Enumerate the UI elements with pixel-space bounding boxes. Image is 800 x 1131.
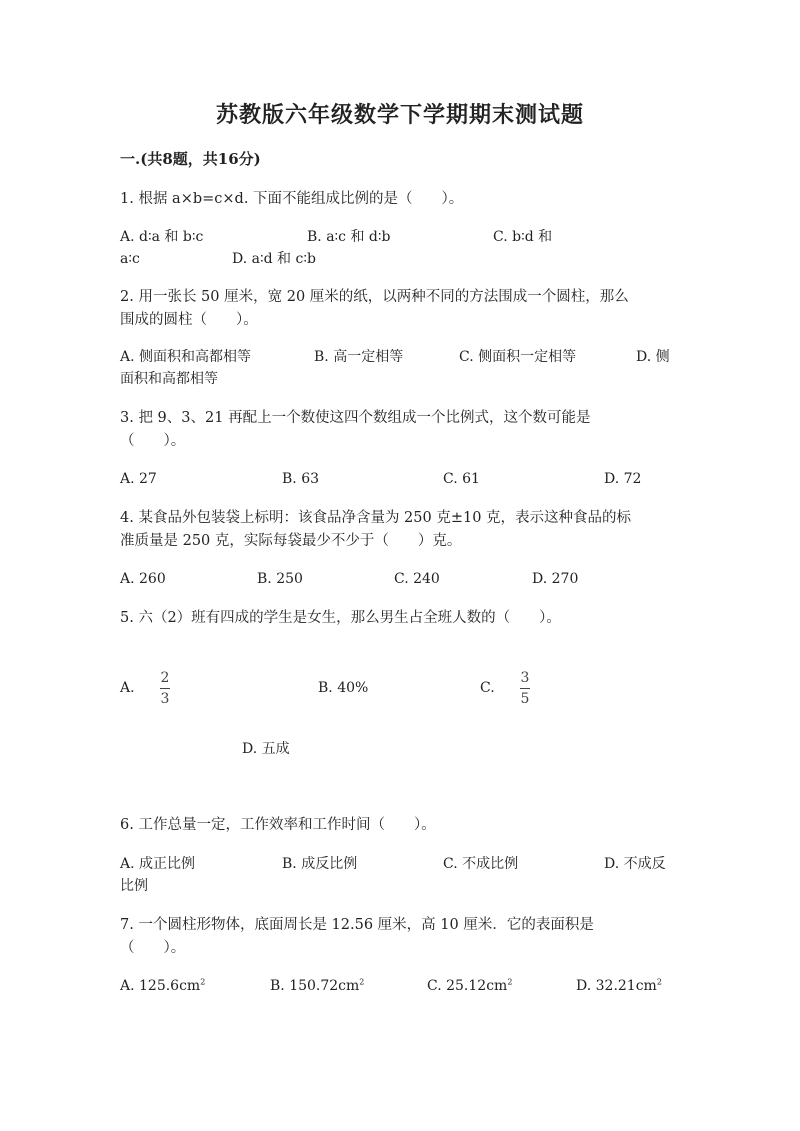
square-unit-superscript: 2: [507, 977, 513, 987]
fraction-c-bar: [520, 688, 530, 689]
question-6-option-d-cont: 比例: [120, 878, 148, 894]
question-6-text: 6. 工作总量一定，工作效率和工作时间（ ）。: [120, 817, 436, 833]
question-1-text: 1. 根据 a×b=c×d. 下面不能组成比例的是（ ）。: [120, 191, 464, 207]
question-2-text-line2: 围成的圆柱（ ）。: [120, 312, 258, 328]
section-heading: 一.(共8题，共16分): [120, 150, 261, 168]
question-5-option-c: C.: [480, 680, 495, 696]
square-unit-superscript: 2: [200, 977, 206, 987]
question-7-option-c: [427, 975, 512, 997]
question-7-text-line1: 7. 一个圆柱形物体，底面周长是 12.56 厘米，高 10 厘米．它的表面积是: [120, 917, 594, 933]
question-1-option-c: C. b∶d 和: [493, 229, 553, 245]
question-3-text-line1: 3. 把 9、3、21 再配上一个数使这四个数组成一个比例式，这个数可能是: [120, 410, 591, 426]
page-title: 苏教版六年级数学下学期期末测试题: [215, 102, 584, 128]
question-5-text: 5. 六（2）班有四成的学生是女生，那么男生占全班人数的（ ）。: [120, 610, 561, 626]
question-1-option-c-cont: a∶c: [120, 251, 140, 267]
question-2-option-d-cont: 面积和高都相等: [120, 371, 218, 387]
question-3-option-a: A. 27: [120, 471, 157, 487]
question-2-option-d: D. 侧: [636, 349, 670, 365]
question-4-option-a: A. 260: [120, 571, 166, 587]
question-3-option-d: D. 72: [604, 471, 642, 487]
question-3-option-c: C. 61: [443, 471, 480, 487]
question-4-option-d: D. 270: [532, 571, 579, 587]
question-7-option-a: [120, 975, 205, 997]
question-5-option-d: D. 五成: [242, 741, 290, 757]
question-2-option-b: B. 高一定相等: [314, 349, 404, 365]
question-1-option-a: A. d∶a 和 b∶c: [120, 229, 204, 245]
question-4-text-line2: 准质量是 250 克，实际每袋最少不少于（ ）克。: [120, 533, 462, 549]
question-4-text-line1: 4. 某食品外包装袋上标明：该食品净含量为 250 克±10 克，表示这种食品的标: [120, 510, 632, 526]
question-7-option-b: [270, 975, 364, 997]
question-6-option-a: A. 成正比例: [120, 856, 196, 872]
question-3-text-line2: （ ）。: [120, 433, 186, 449]
fraction-a-bar: [160, 688, 170, 689]
question-5-option-a: A.: [120, 680, 135, 696]
question-7-option-c-text: C. 25.12cm: [427, 978, 508, 994]
question-7-text-line2: （ ）。: [120, 940, 186, 956]
question-4-option-b: B. 250: [257, 571, 303, 587]
question-7-option-b-text: B. 150.72cm: [270, 978, 360, 994]
question-1-option-b: B. a∶c 和 d∶b: [307, 229, 391, 245]
question-2-text-line1: 2. 用一张长 50 厘米，宽 20 厘米的纸，以两种不同的方法围成一个圆柱，那么: [120, 289, 629, 305]
question-7-option-a-text: A. 125.6cm: [120, 978, 201, 994]
question-5-option-b: B. 40%: [318, 680, 369, 696]
question-7-option-d-text: D. 32.21cm: [576, 978, 657, 994]
fraction-c-numerator: 3: [520, 670, 530, 686]
question-7-option-d: [576, 975, 662, 997]
question-4-option-c: C. 240: [394, 571, 440, 587]
fraction-c-denominator: 5: [520, 691, 530, 707]
square-unit-superscript: 2: [359, 977, 365, 987]
fraction-a-denominator: 3: [160, 691, 170, 707]
square-unit-superscript: 2: [656, 977, 662, 987]
question-3-option-b: B. 63: [282, 471, 320, 487]
question-6-option-b: B. 成反比例: [282, 856, 358, 872]
question-5-fraction-a: [160, 670, 170, 707]
question-5-fraction-c: [520, 670, 530, 707]
question-6-option-d: D. 不成反: [604, 856, 666, 872]
fraction-a-numerator: 2: [160, 670, 170, 686]
question-1-option-d: D. a∶d 和 c∶b: [232, 251, 316, 267]
question-2-option-c: C. 侧面积一定相等: [459, 349, 577, 365]
question-2-option-a: A. 侧面积和高都相等: [120, 349, 252, 365]
question-6-option-c: C. 不成比例: [443, 856, 519, 872]
